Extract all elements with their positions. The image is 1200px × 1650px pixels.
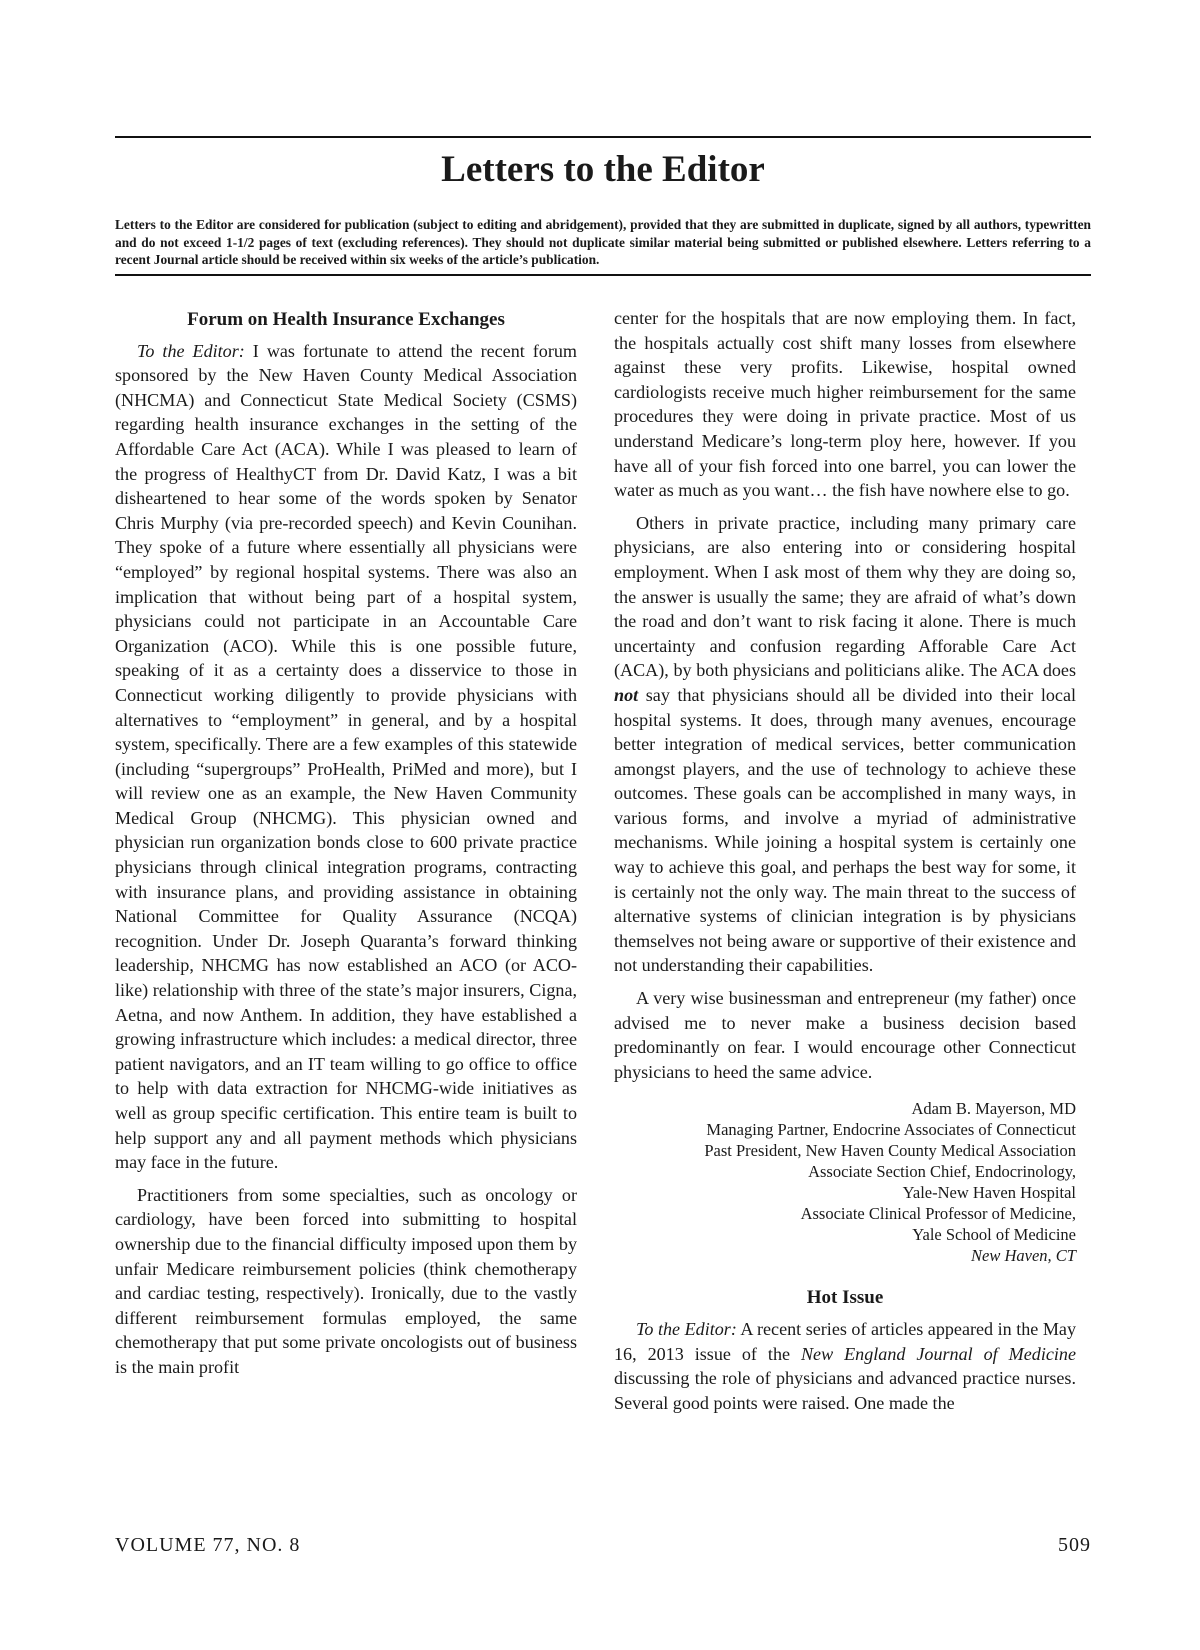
- signature-name: Adam B. Mayerson, MD: [911, 1099, 1076, 1119]
- paragraph: [115, 339, 577, 1175]
- paragraph-continued: center for the hospitals that are now employing them. In fact, the hospitals actually cost shift many losses from elsewhere against these very profits. Likewise, hospital owned cardiologists receive much higher reimbursement for the same procedures they were doing in private practice. Most of us understand Medicare’s long-term ploy here, however. If you have all of your fish forced into one barrel, you can lower the water as much as you want… the fish have nowhere else to go.: [614, 308, 1076, 501]
- signature-location: New Haven, CT: [971, 1246, 1076, 1266]
- paragraph-text: I was fortunate to attend the recent forum sponsored by the New Haven County Medical Association (NHCMA) and Connecticut State Medical Society (CSMS) regarding health insurance exchanges in the setting of the Affordable Care Act (ACA). While I was pleased to learn of the progress of HealthyCT from Dr. David Katz, I was a bit disheartened to hear some of the words spoken by Senator Chris Murphy (via pre-recorded speech) and Kevin Counihan. They spoke of a future where essentially all physicians were “employed” by regional hospital systems. There was also an implication that without being part of a hospital system, physicians could not participate in an Accountable Care Organization (ACO). While this is one possible future, speaking of it as a certainty does a disservice to those in Connecticut working diligently to provide physicians with alternatives to “employment” in general, and by a hospital system, specifically. There are a few examples of this statewide (including “supergroups” ProHealth, PriMed and more), but I will review one as an example, the New Haven Community Medical Group (NHCMG). This physician owned and physician run organization bonds close to 600 private practice physicians through clinical integration programs, contracting with insurance plans, and providing assistance in obtaining National Committee for Quality Assurance (NCQA) recognition. Under Dr. Joseph Quaranta’s forward thinking leadership, NHCMG has now established an ACO (or ACO-like) relationship with three of the state’s major insurers, Cigna, Aetna, and now Anthem. In addition, they have established a growing infrastructure which includes: a medical director, three patient navigators, and an IT team willing to go office to office to help with data extraction for NHCMG-wide initiatives as well as group specific certification. This entire team is built to help support any and all payment methods which physicians may face in the future.: [115, 340, 577, 1173]
- paragraph-text: Others in private practice, including many primary care physicians, are also entering into or considering hospital employment. When I ask most of them why they are doing so, the answer is usually the same; they are afraid of what’s down the road and don’t want to risk facing it alone. There is much uncertainty and confusion regarding Afforable Care Act (ACA), by both physicians and politicians alike. The ACA does: [614, 512, 1076, 681]
- paragraph: [614, 511, 1076, 978]
- submission-notice: Letters to the Editor are considered for publication (subject to editing and abridgement), provided that they are submitted in duplicate, signed by all authors, typewritten and do not exceed 1-1/2 pages of text (excluding references). They should not duplicate similar material being submitted or published elsewhere. Letters referring to a recent Journal article should be received within six weeks of the article’s publication.: [115, 217, 1091, 267]
- letter-heading: Hot Issue: [806, 1287, 884, 1309]
- signature-line: Associate Clinical Professor of Medicine,: [800, 1204, 1076, 1224]
- signature-line: Yale-New Haven Hospital: [902, 1183, 1076, 1203]
- letter-heading: Forum on Health Insurance Exchanges: [187, 309, 505, 330]
- page-title: Letters to the Editor: [441, 149, 765, 190]
- signature-block: [614, 1098, 1076, 1266]
- top-rule: [115, 136, 1091, 138]
- signature-line: Managing Partner, Endocrine Associates of Connecticut: [706, 1120, 1076, 1140]
- signature-line: Yale School of Medicine: [912, 1225, 1076, 1245]
- paragraph-text: discussing the role of physicians and advanced practice nurses. Several good points were raised. One made the: [614, 1368, 1076, 1413]
- paragraph: A very wise businessman and entrepreneur (my father) once advised me to never make a business decision based predominantly on fear. I would encourage other Connecticut physicians to heed the same advice.: [614, 988, 1076, 1082]
- paragraph: Practitioners from some specialties, such as oncology or cardiology, have been forced into submitting to hospital ownership due to the financial difficulty imposed upon them by unfair Medicare reimbursement policies (think chemotherapy and cardiac testing, respectively). Ironically, due to the vastly different reimbursement formulas employed, the same chemotherapy that put some private oncologists out of business is the main profit: [115, 1184, 577, 1377]
- right-column: [614, 306, 1076, 1423]
- page-number: 509: [1058, 1534, 1091, 1556]
- journal-title: New England Journal of Medicine: [800, 1343, 1076, 1364]
- emphasis: not: [614, 684, 639, 705]
- signature-line: Past President, New Haven County Medical Association: [704, 1141, 1076, 1161]
- salutation: To the Editor:: [636, 1319, 737, 1339]
- left-column: [115, 308, 577, 1388]
- header-bottom-rule: [115, 274, 1091, 276]
- paragraph-text: say that physicians should all be divided into their local hospital systems. It does, through many avenues, encourage better integration of medical services, better communication amongst players, and the use of technology to achieve these outcomes. These goals can be accomplished in many ways, in various forms, and involve a myriad of administrative mechanisms. While joining a hospital system is certainly one way to achieve this goal, and perhaps the best way for some, it is certainly not the only way. The main threat to the success of alternative systems of clinician integration is by physicians themselves not being aware or supportive of their existence and not understanding their capabilities.: [614, 684, 1076, 976]
- signature-line: Associate Section Chief, Endocrinology,: [808, 1162, 1076, 1182]
- salutation: To the Editor:: [137, 340, 245, 361]
- volume-number: VOLUME 77, NO. 8: [115, 1534, 301, 1556]
- paragraph: [614, 1317, 1076, 1415]
- paragraph-text: A recent series of articles appeared in the May 16, 2013 issue of the: [614, 1319, 1076, 1364]
